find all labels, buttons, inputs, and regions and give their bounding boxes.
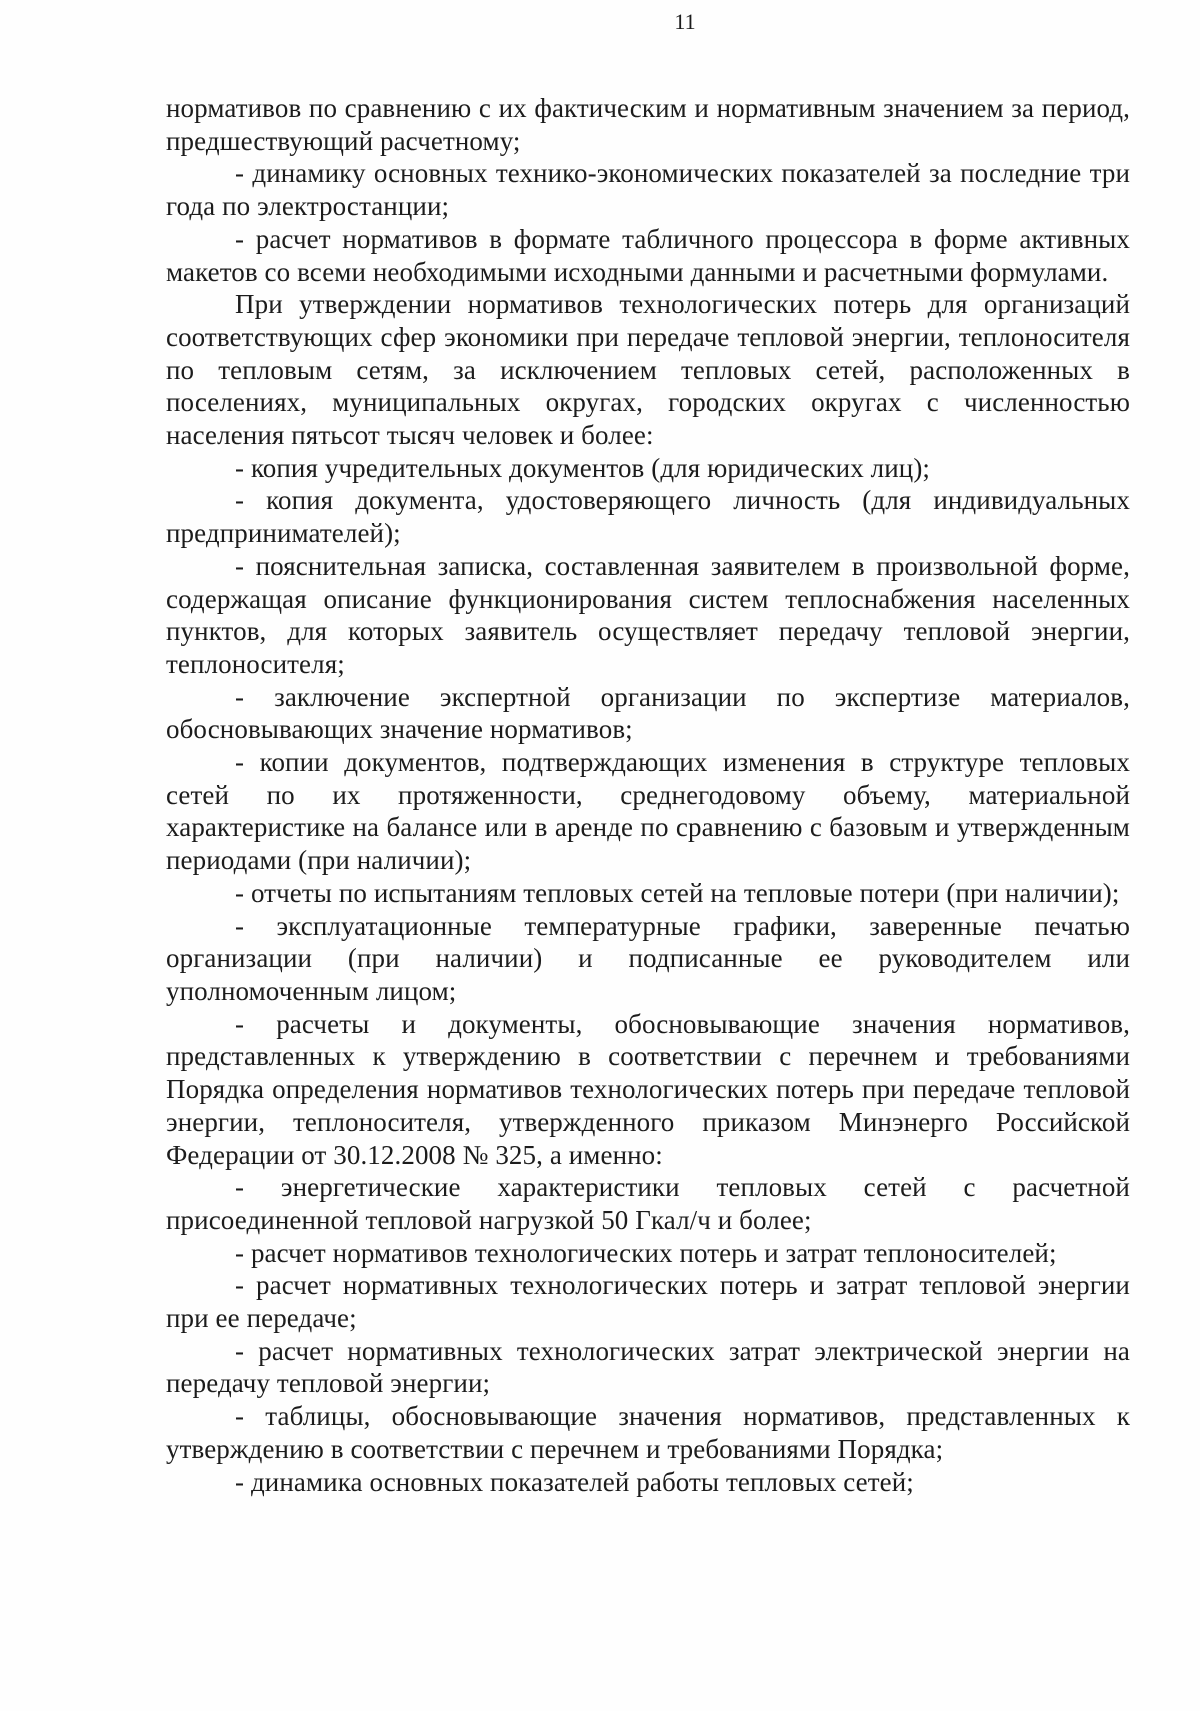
document-body	[166, 92, 1130, 1498]
list-item-tables: - таблицы, обосновывающие значения нормативов, представленных к утверждению в соответствии с перечнем и требованиями Порядка;	[166, 1401, 1130, 1464]
list-item-heat-losses: - расчет нормативных технологических потерь и затрат тепловой энергии при ее передаче;	[166, 1270, 1130, 1334]
page-number: 11	[674, 9, 696, 34]
list-item-dynamics: - динамику основных технико-экономических показателей за последние три года по электростанции;	[166, 158, 1130, 222]
list-item-structure-changes: - копии документов, подтверждающих изменения в структуре тепловых сетей по их протяженности, среднегодовому объему, материальной характеристике на балансе или в аренде по сравнению с базовым и утвержденным периодами (при наличии);	[166, 747, 1130, 876]
paragraph-continuation: нормативов по сравнению с их фактическим и нормативным значением за период, предшествующий расчетному;	[166, 93, 1130, 156]
list-item-network-indicators: - динамика основных показателей работы тепловых сетей;	[235, 1466, 914, 1497]
list-item-explanatory-note: - пояснительная записка, составленная заявителем в произвольной форме, содержащая описание функционирования систем теплоснабжения населенных пунктов, для которых заявитель осуществляет передачу тепловой энергии, теплоносителя;	[166, 550, 1130, 679]
list-item-calculations: - расчеты и документы, обосновывающие значения нормативов, представленных к утверждению в соответствии с перечнем и требованиями Порядка определения нормативов технологических потерь при передаче тепловой энергии, теплоносителя, утвержденного приказом Минэнерго Российской Федерации от 30.12.2008 № 325, а именно:	[166, 1008, 1130, 1170]
list-item-test-reports: - отчеты по испытаниям тепловых сетей на тепловые потери (при наличии);	[235, 877, 1120, 908]
list-item-electric-energy: - расчет нормативных технологических затрат электрической энергии на передачу тепловой энергии;	[166, 1335, 1130, 1399]
paragraph-heat-losses-intro: При утверждении нормативов технологических потерь для организаций соответствующих сфер экономики при передаче тепловой энергии, теплоносителя по тепловым сетям, за исключением тепловых сетей, расположенных в поселениях, муниципальных округах, городских округах с численностью населения пятьсот тысяч человек и более:	[166, 289, 1130, 451]
list-item-identity-document: - копия документа, удостоверяющего личность (для индивидуальных предпринимателей);	[166, 485, 1130, 549]
list-item-founding-documents: - копия учредительных документов (для юридических лиц);	[235, 452, 931, 483]
list-item-energy-characteristics: - энергетические характеристики тепловых сетей с расчетной присоединенной тепловой нагрузкой 50 Гкал/ч и более;	[166, 1172, 1130, 1235]
list-item-spreadsheet-calculation: - расчет нормативов в формате табличного процессора в форме активных макетов со всеми необходимыми исходными данными и расчетными формулами.	[166, 223, 1130, 287]
list-item-temperature-schedules: - эксплуатационные температурные графики, заверенные печатью организации (при наличии) и подписанные ее руководителем или уполномоченным лицом;	[166, 910, 1130, 1006]
list-item-coolant-losses: - расчет нормативов технологических потерь и затрат теплоносителей;	[235, 1237, 1057, 1268]
list-item-expert-conclusion: - заключение экспертной организации по экспертизе материалов, обосновывающих значение нормативов;	[166, 681, 1130, 745]
